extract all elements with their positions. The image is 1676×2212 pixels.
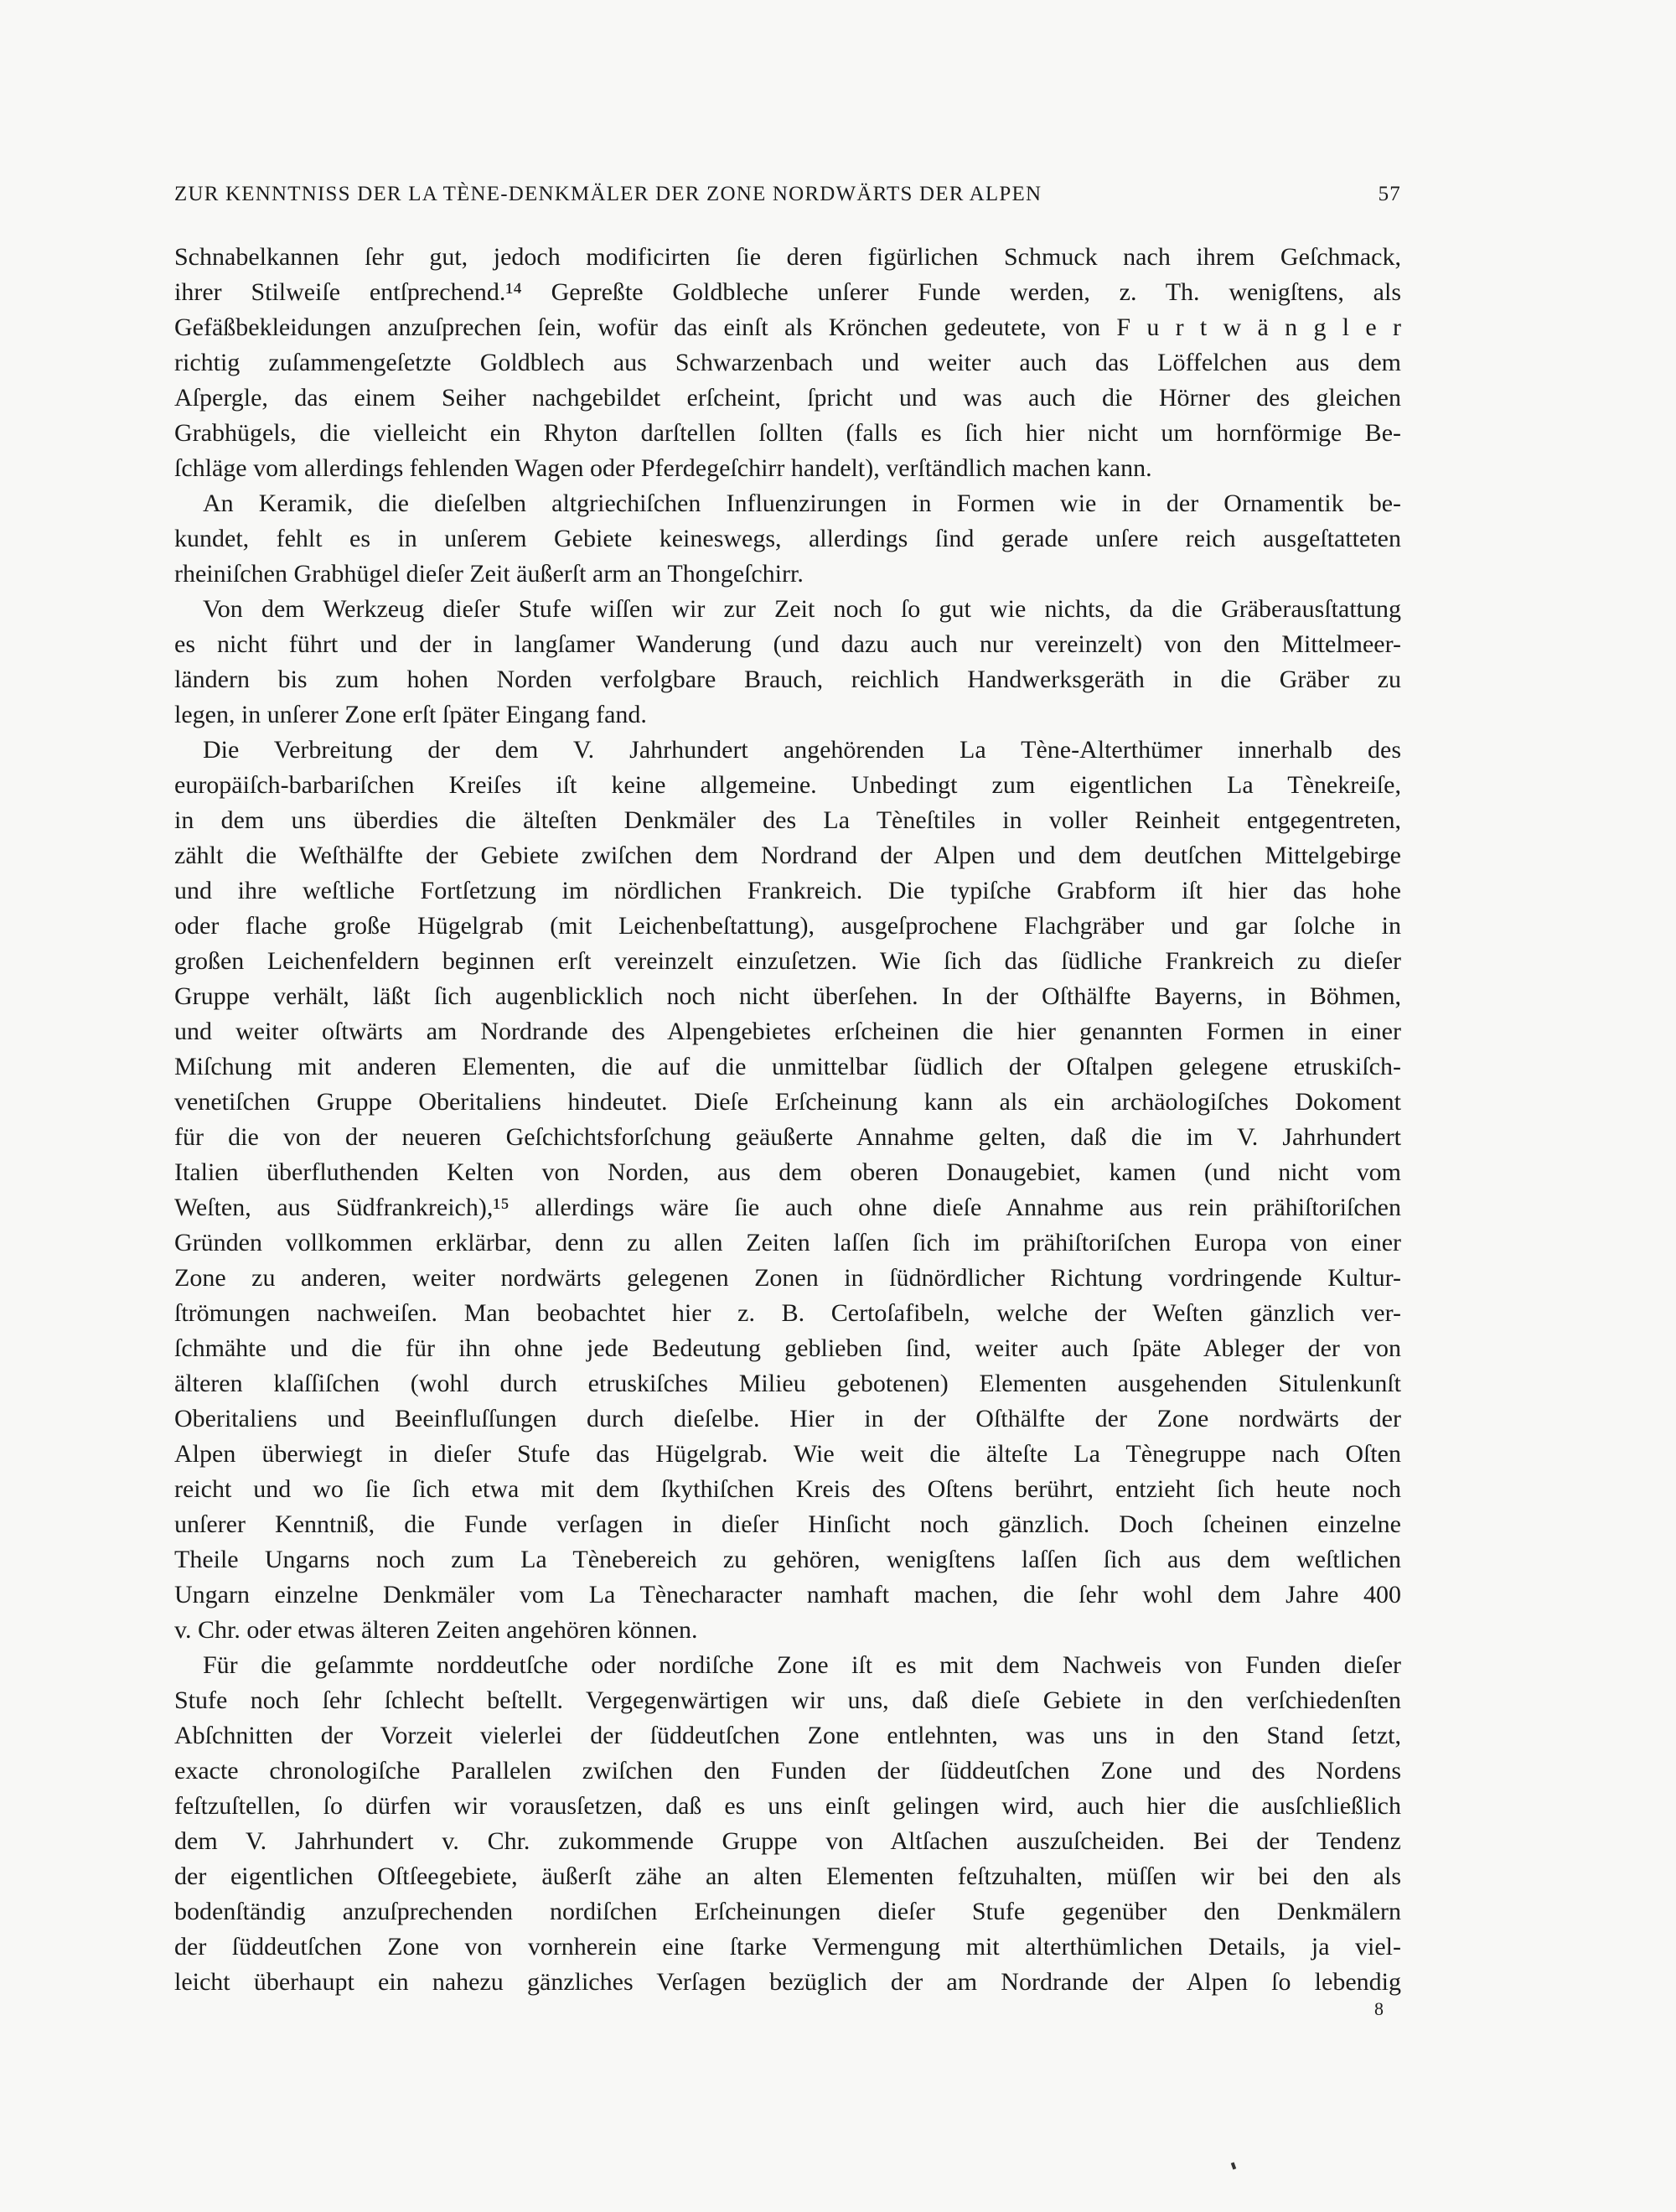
text-line: bodenſtändig anzuſprechenden nordiſchen Erſcheinungen dieſer Stufe gegenüber den Denkmälern	[174, 1898, 1401, 1925]
page-number: 57	[1378, 183, 1401, 205]
text-line: kundet, fehlt es in unſerem Gebiete keineswegs, allerdings ſind gerade unſere reich ausgeſtatteten	[174, 525, 1401, 552]
text-line: ſtrömungen nachweiſen. Man beobachtet hier z. B. Certoſafibeln, welche der Weſten gänzlich ver-	[174, 1299, 1401, 1327]
text-line: dem V. Jahrhundert v. Chr. zukommende Gruppe von Altſachen auszuſcheiden. Bei der Tendenz	[174, 1827, 1401, 1855]
text-line: ihrer Stilweiſe entſprechend.¹⁴ Gepreßte Goldbleche unſerer Funde werden, z. Th. wenigſtens, als	[174, 278, 1401, 306]
text-line: Gruppe verhält, läßt ſich augenblicklich noch nicht überſehen. In der Oſthälfte Bayerns, in Böhmen,	[174, 982, 1401, 1010]
text-line: exacte chronologiſche Parallelen zwiſchen den Funden der ſüddeutſchen Zone und des Nordens	[174, 1757, 1401, 1785]
text-line: Oberitaliens und Beeinfluſſungen durch dieſelbe. Hier in der Oſthälfte der Zone nordwärts der	[174, 1405, 1401, 1432]
text-line: Zone zu anderen, weiter nordwärts gelegenen Zonen in ſüdnördlicher Richtung vordringende Kultur-	[174, 1264, 1401, 1292]
text-line: älteren klaſſiſchen (wohl durch etruskiſches Milieu gebotenen) Elementen ausgehenden Situlenkunſt	[174, 1370, 1401, 1397]
text-line: Alpen überwiegt in dieſer Stufe das Hügelgrab. Wie weit die älteſte La Tènegruppe nach Oſten	[174, 1440, 1401, 1468]
text-line: oder flache große Hügelgrab (mit Leichenbeſtattung), ausgeſprochene Flachgräber und gar ſolche in	[174, 912, 1401, 940]
text-line: v. Chr. oder etwas älteren Zeiten angehören können.	[174, 1616, 698, 1644]
text-line: und ihre weſtliche Fortſetzung im nördlichen Frankreich. Die typiſche Grabform iſt hier das hohe	[174, 877, 1401, 904]
text-line: Stufe noch ſehr ſchlecht beſtellt. Vergegenwärtigen wir uns, daß dieſe Gebiete in den verſchiedenſten	[174, 1686, 1401, 1714]
text-line: Ungarn einzelne Denkmäler vom La Tènecharacter namhaft machen, die ſehr wohl dem Jahre 400	[174, 1581, 1401, 1608]
text-line: Für die geſammte norddeutſche oder nordiſche Zone iſt es mit dem Nachweis von Funden dieſer	[203, 1651, 1401, 1679]
text-line: Weſten, aus Südfrankreich),¹⁵ allerdings wäre ſie auch ohne dieſe Annahme aus rein prähiſtoriſchen	[174, 1194, 1401, 1221]
text-line: ſchläge vom allerdings fehlenden Wagen oder Pferdegeſchirr handelt), verſtändlich machen kann.	[174, 454, 1152, 482]
text-line: Aſpergle, das einem Seiher nachgebildet erſcheint, ſpricht und was auch die Hörner des gleichen	[174, 384, 1401, 412]
text-line: An Keramik, die dieſelben altgriechiſchen Influenzirungen in Formen wie in der Ornamentik be-	[203, 490, 1401, 517]
text-line: Schnabelkannen ſehr gut, jedoch modificirten ſie deren figürlichen Schmuck nach ihrem Geſchmack,	[174, 243, 1401, 271]
text-line: in dem uns überdies die älteſten Denkmäler des La Tèneſtiles in voller Reinheit entgegentreten,	[174, 806, 1401, 834]
text-line: venetiſchen Gruppe Oberitaliens hindeutet. Dieſe Erſcheinung kann als ein archäologiſches Dokoment	[174, 1088, 1401, 1116]
text-line: der eigentlichen Oſtſeegebiete, äußerſt zähe an alten Elementen feſtzuhalten, müſſen wir bei den als	[174, 1862, 1401, 1890]
text-line: Italien überfluthenden Kelten von Norden, aus dem oberen Donaugebiet, kamen (und nicht vom	[174, 1158, 1401, 1186]
text-line: der ſüddeutſchen Zone von vornherein eine ſtarke Vermengung mit alterthümlichen Details, ja viel-	[174, 1933, 1401, 1961]
text-line: feſtzuſtellen, ſo dürfen wir vorausſetzen, daß es uns einſt gelingen wird, auch hier die ausſchließlich	[174, 1792, 1401, 1820]
text-line: reicht und wo ſie ſich etwa mit dem ſkythiſchen Kreis des Oſtens berührt, entzieht ſich heute noch	[174, 1475, 1401, 1503]
body-text	[174, 240, 1401, 2000]
scan-speck	[1231, 2163, 1236, 2170]
text-line: ſchmähte und die für ihn ohne jede Bedeutung geblieben ſind, weiter auch ſpäte Ableger der von	[174, 1334, 1401, 1362]
text-line: ländern bis zum hohen Norden verfolgbare Brauch, reichlich Handwerksgeräth in die Gräber zu	[174, 666, 1401, 693]
running-head	[174, 183, 1401, 213]
text-line: Abſchnitten der Vorzeit vielerlei der ſüddeutſchen Zone entlehnten, was uns in den Stand ſetzt,	[174, 1722, 1401, 1749]
text-line: Gefäßbekleidungen anzuſprechen ſein, wofür das einſt als Krönchen gedeutete, von F u r t w ä n g l e r	[174, 313, 1401, 341]
running-head-title: ZUR KENNTNISS DER LA TÈNE-DENKMÄLER DER ZONE NORDWÄRTS DER ALPEN	[174, 183, 1042, 205]
text-line: Gründen vollkommen erklärbar, denn zu allen Zeiten laſſen ſich im prähiſtoriſchen Europa von einer	[174, 1229, 1401, 1256]
text-line: großen Leichenfeldern beginnen erſt vereinzelt einzuſetzen. Wie ſich das ſüdliche Frankreich zu dieſer	[174, 947, 1401, 975]
text-line: Von dem Werkzeug dieſer Stufe wiſſen wir zur Zeit noch ſo gut wie nichts, da die Gräberausſtattung	[203, 595, 1401, 623]
text-line: Miſchung mit anderen Elementen, die auf die unmittelbar ſüdlich der Oſtalpen gelegene etruskiſch-	[174, 1053, 1401, 1080]
text-line: für die von der neueren Geſchichtsforſchung geäußerte Annahme gelten, daß die im V. Jahrhundert	[174, 1123, 1401, 1151]
text-line: richtig zuſammengeſetzte Goldblech aus Schwarzenbach und weiter auch das Löffelchen aus dem	[174, 349, 1401, 376]
text-line: es nicht führt und der in langſamer Wanderung (und dazu auch nur vereinzelt) von den Mittelmeer-	[174, 630, 1401, 658]
text-line: unſerer Kenntniß, die Funde verſagen in dieſer Hinſicht noch gänzlich. Doch ſcheinen einzelne	[174, 1510, 1401, 1538]
signature-mark: 8	[1374, 1998, 1384, 2019]
text-line: zählt die Weſthälfte der Gebiete zwiſchen dem Nordrand der Alpen und dem deutſchen Mittelgebirge	[174, 842, 1401, 869]
text-line: rheiniſchen Grabhügel dieſer Zeit äußerſt arm an Thongeſchirr.	[174, 560, 804, 588]
text-line: legen, in unſerer Zone erſt ſpäter Eingang fand.	[174, 701, 647, 728]
text-line: Grabhügels, die vielleicht ein Rhyton darſtellen ſollten (falls es ſich hier nicht um hornförmige Be-	[174, 419, 1401, 447]
text-line: leicht überhaupt ein nahezu gänzliches Verſagen bezüglich der am Nordrande der Alpen ſo lebendig	[174, 1968, 1401, 1996]
text-line: Theile Ungarns noch zum La Tènebereich zu gehören, wenigſtens laſſen ſich aus dem weſtlichen	[174, 1546, 1401, 1573]
text-line: europäiſch-barbariſchen Kreiſes iſt keine allgemeine. Unbedingt zum eigentlichen La Tènekreiſe,	[174, 771, 1401, 799]
text-line: Die Verbreitung der dem V. Jahrhundert angehörenden La Tène-Alterthümer innerhalb des	[203, 736, 1401, 764]
text-line: und weiter oſtwärts am Nordrande des Alpengebietes erſcheinen die hier genannten Formen in einer	[174, 1018, 1401, 1045]
